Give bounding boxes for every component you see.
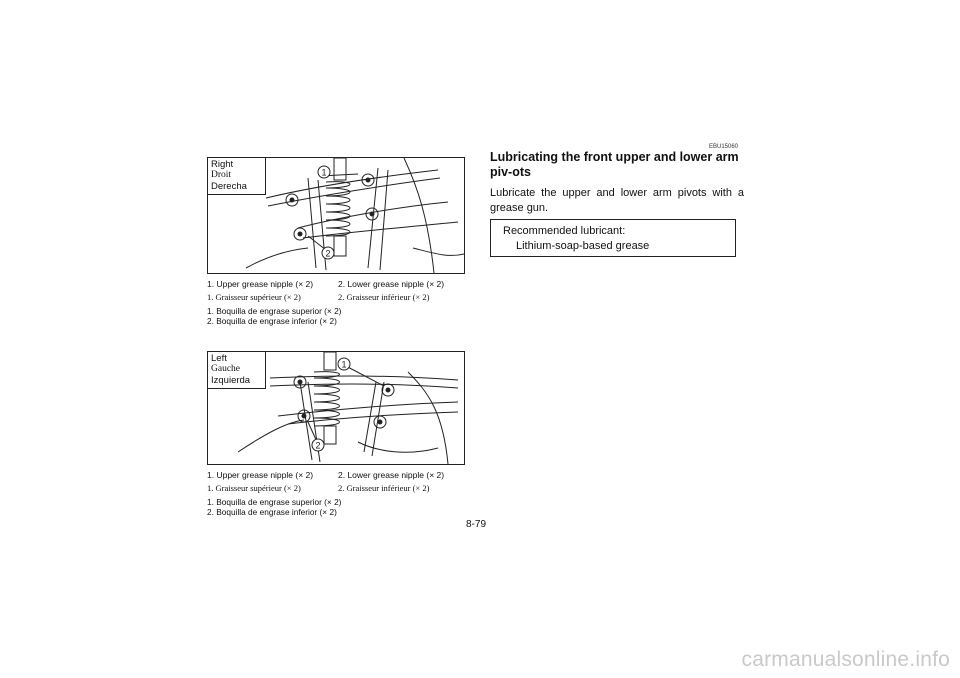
figure-label-en: Right — [211, 159, 234, 170]
caption-fr-2: 2. Graisseur inférieur (× 2) — [338, 483, 430, 493]
figure-label-es: Derecha — [211, 181, 247, 192]
caption-en-1: 1. Upper grease nipple (× 2) — [207, 279, 314, 289]
figure-left — [207, 351, 465, 465]
callout-1: 1 — [321, 167, 327, 178]
figure-label-fr: Gauche — [211, 364, 241, 374]
lubricant-box — [490, 219, 736, 257]
grease-nipple-icon — [294, 376, 306, 388]
lubricant-label: Recommended lubricant: — [503, 225, 626, 237]
caption-es-1: 1. Boquilla de engrase superior (× 2) — [207, 306, 342, 316]
caption-es-2: 2. Boquilla de engrase inferior (× 2) — [207, 507, 337, 517]
figure-left-caption — [207, 470, 477, 517]
page-number: 8-79 — [466, 519, 487, 530]
section-body: Lubricate the upper and lower arm pivots with a grease gun. — [490, 187, 744, 214]
figure-label-en: Left — [211, 353, 227, 364]
figure-label-box — [208, 158, 266, 195]
watermark: carmanualsonline.info — [741, 648, 950, 671]
caption-en-2: 2. Lower grease nipple (× 2) — [338, 279, 445, 289]
figure-right — [207, 157, 465, 274]
section-code: EBU15060 — [709, 144, 739, 150]
callout-2: 2 — [325, 248, 331, 259]
shock-spring — [314, 352, 340, 444]
caption-en-1: 1. Upper grease nipple (× 2) — [207, 470, 314, 480]
caption-fr-row — [207, 292, 477, 303]
grease-nipple-icon — [294, 228, 306, 240]
caption-fr-2: 2. Graisseur inférieur (× 2) — [338, 292, 430, 302]
grease-nipple-icon — [366, 208, 378, 220]
grease-nipple-icon — [286, 194, 298, 206]
callout-1: 1 — [341, 359, 347, 370]
figure-right-caption — [207, 279, 477, 326]
section-title: Lubricating the front upper and lower arm piv-ots — [490, 150, 739, 179]
caption-fr-1: 1. Graisseur supérieur (× 2) — [207, 292, 301, 302]
caption-en-2: 2. Lower grease nipple (× 2) — [338, 470, 445, 480]
caption-es-1: 1. Boquilla de engrase superior (× 2) — [207, 497, 342, 507]
caption-es-2: 2. Boquilla de engrase inferior (× 2) — [207, 316, 337, 326]
caption-fr-row — [207, 483, 477, 494]
figure-label-box — [208, 352, 266, 389]
caption-fr-1: 1. Graisseur supérieur (× 2) — [207, 483, 301, 493]
grease-nipple-icon — [374, 416, 386, 428]
figure-label-fr: Droit — [211, 170, 232, 180]
caption-en-row — [207, 279, 477, 290]
callout-2: 2 — [315, 440, 321, 451]
figure-label-es: Izquierda — [211, 375, 251, 386]
caption-en-row — [207, 470, 477, 481]
lubricant-value: Lithium-soap-based grease — [516, 240, 650, 252]
